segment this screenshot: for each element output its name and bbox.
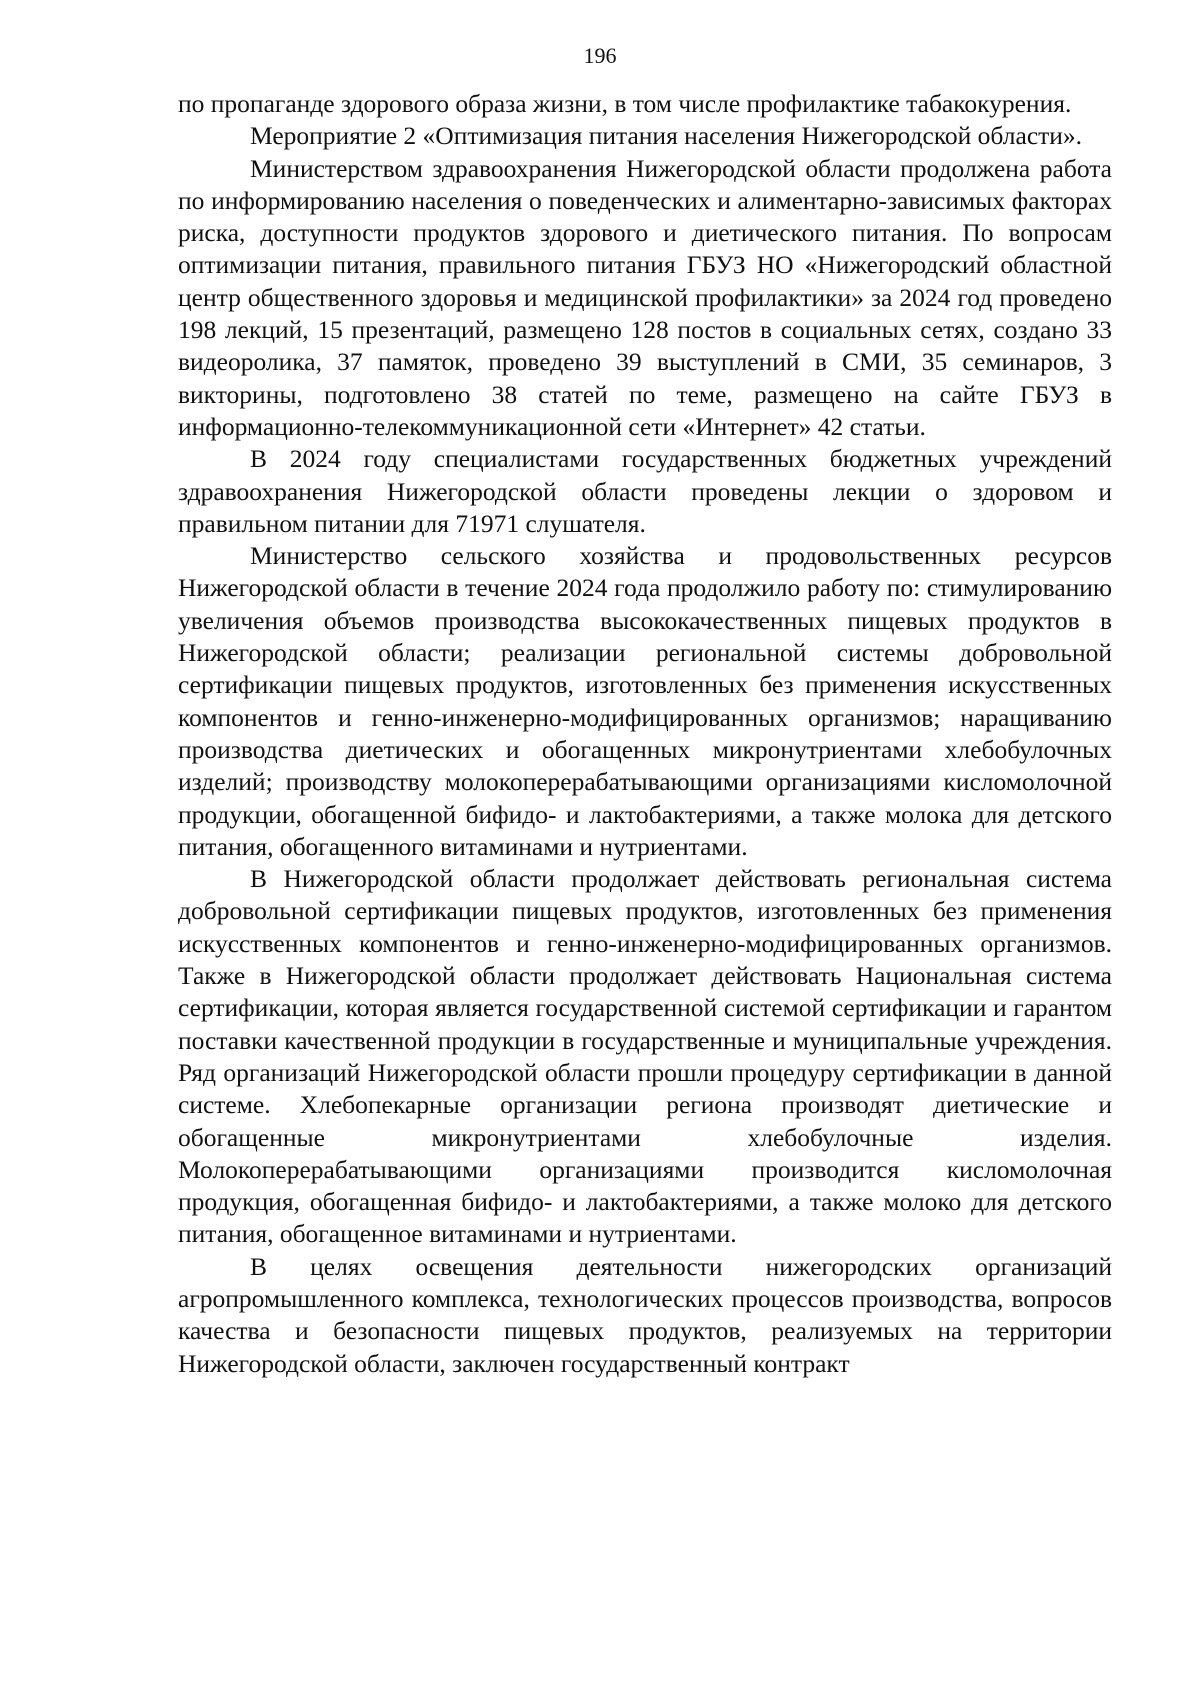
paragraph-ministry-health: Министерством здравоохранения Нижегородской области продолжена работа по информированию населения о поведенческих и алиментарно-зависимых факторах риска, доступности продуктов здорового и диетического питания. По вопросам оптимизации питания, правильного питания ГБУЗ НО «Нижегородский областной центр общественного здоровья и медицинской профилактики» за 2024 год проведено 198 лекций, 15 презентаций, размещено 128 постов в социальных сетях, создано 33 видеоролика, 37 памяток, проведено 39 выступлений в СМИ, 35 семинаров, 3 викторины, подготовлено 38 статей по теме, размещено на сайте ГБУЗ в информационно-телекоммуникационной сети «Интернет» 42 статьи.: [178, 153, 1112, 441]
paragraph-ministry-agriculture: Министерство сельского хозяйства и продовольственных ресурсов Нижегородской области в течение 2024 года продолжило работу по: стимулированию увеличения объемов производства высококачественных пищевых продуктов в Нижегородской области; реализации региональной системы добровольной сертификации пищевых продуктов, изготовленных без применения искусственных компонентов и генно-инженерно-модифицированных организмов; наращиванию производства диетических и обогащенных микронутриентами хлебобулочных изделий; производству молокоперерабатывающими организациями кисломолочной продукции, обогащенной бифидо- и лактобактериями, а также молока для детского питания, обогащенного витаминами и нутриентами.: [178, 541, 1112, 861]
paragraph-contract: В целях освещения деятельности нижегородских организаций агропромышленного комплекса, технологических процессов производства, вопросов качества и безопасности пищевых продуктов, реализуемых на территории Нижегородской области, заключен государственный контракт: [178, 1251, 1112, 1378]
paragraph-certification: В Нижегородской области продолжает действовать региональная система добровольной сертификации пищевых продуктов, изготовленных без применения искусственных компонентов и генно-инженерно-модифицированных организмов. Также в Нижегородской области продолжает действовать Национальная система сертификации, которая является государственной системой сертификации и гарантом поставки качественной продукции в государственные и муниципальные учреждения. Ряд организаций Нижегородской области прошли процедуру сертификации в данной системе. Хлебопекарные организации региона производят диетические и обогащенные микронутриентами хлебобулочные изделия. Молокоперерабатывающими организациями производится кисломолочная продукция, обогащенная бифидо- и лактобактериями, а также молоко для детского питания, обогащенное витаминами и нутриентами.: [178, 864, 1112, 1249]
page-number: 196: [583, 43, 617, 68]
document-body: [178, 88, 1112, 1380]
paragraph-lectures: В 2024 году специалистами государственных бюджетных учреждений здравоохранения Нижегородской области проведены лекции о здоровом и правильном питании для 71971 слушателя.: [178, 444, 1112, 538]
paragraph-event-heading: Мероприятие 2 «Оптимизация питания населения Нижегородской области».: [250, 121, 1083, 151]
paragraph-continuation: по пропаганде здорового образа жизни, в том числе профилактике табакокурения.: [178, 89, 1072, 118]
